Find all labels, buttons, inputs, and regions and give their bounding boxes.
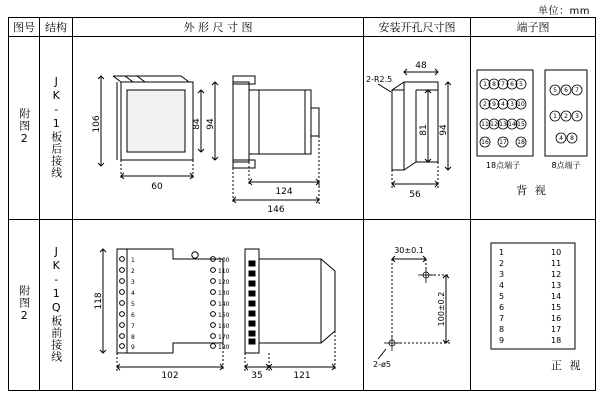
left-terminal-label: 18点端子 (485, 160, 521, 170)
svg-text:160: 160 (218, 322, 230, 330)
svg-text:1: 1 (499, 247, 505, 257)
row2-no (9, 220, 40, 391)
svg-text:3: 3 (131, 278, 135, 286)
row1-structure-label: JK-1板后接线 (49, 74, 63, 179)
svg-text:7: 7 (131, 322, 135, 330)
svg-text:6: 6 (510, 80, 514, 88)
svg-text:2: 2 (499, 258, 505, 268)
svg-text:120: 120 (218, 278, 230, 286)
table-row (9, 36, 596, 219)
svg-text:6: 6 (564, 86, 568, 94)
svg-text:3: 3 (510, 100, 514, 108)
svg-text:13: 13 (551, 280, 562, 290)
svg-text:9: 9 (499, 335, 505, 345)
dim-94b: 94 (439, 123, 449, 136)
dim-94: 94 (206, 117, 216, 130)
row1-no-label: 附图2 (17, 107, 31, 146)
view-label-front: 正 视 (551, 358, 583, 372)
dim-60: 60 (151, 181, 163, 192)
svg-text:17: 17 (499, 138, 507, 146)
svg-text:10: 10 (551, 247, 562, 257)
dim-56: 56 (409, 189, 421, 200)
svg-text:4: 4 (499, 280, 505, 290)
svg-text:5: 5 (131, 300, 135, 308)
svg-text:17: 17 (551, 324, 562, 334)
svg-text:9: 9 (492, 100, 496, 108)
svg-text:140: 140 (218, 300, 230, 308)
table-row (9, 220, 596, 391)
svg-text:13: 13 (499, 120, 507, 128)
dim-84: 84 (192, 117, 202, 130)
dim-35: 35 (251, 370, 263, 381)
svg-text:7: 7 (501, 80, 505, 88)
svg-text:5: 5 (553, 86, 557, 94)
dim-121: 121 (293, 370, 311, 381)
svg-text:8: 8 (570, 134, 574, 142)
svg-text:6: 6 (499, 302, 505, 312)
svg-text:2: 2 (564, 112, 568, 120)
svg-text:18: 18 (551, 335, 562, 345)
svg-text:15: 15 (517, 120, 525, 128)
dim-2-R2.5: 2-R2.5 (366, 74, 393, 84)
dim-146: 146 (267, 204, 285, 215)
svg-text:2: 2 (131, 267, 135, 275)
dim-102: 102 (161, 370, 179, 381)
svg-text:10: 10 (517, 100, 525, 108)
svg-text:1: 1 (553, 112, 557, 120)
svg-text:3: 3 (499, 269, 505, 279)
svg-text:12: 12 (551, 269, 562, 279)
svg-text:4: 4 (131, 289, 135, 297)
svg-text:1: 1 (131, 256, 135, 264)
svg-text:7: 7 (499, 313, 505, 323)
row1-structure (40, 36, 73, 219)
dim-106: 106 (92, 114, 102, 133)
svg-text:100: 100 (218, 256, 230, 264)
row2-hole-drawing (364, 220, 471, 391)
svg-text:110: 110 (218, 267, 230, 275)
row1-no (9, 36, 40, 219)
svg-text:11: 11 (481, 120, 489, 128)
row1-terminal-diagram (471, 36, 596, 219)
svg-text:5: 5 (519, 80, 523, 88)
unit-note: 单位：mm (538, 6, 590, 17)
header-terminal: 端子图 (471, 18, 596, 37)
svg-text:6: 6 (131, 311, 135, 319)
svg-text:11: 11 (551, 258, 562, 268)
svg-text:8: 8 (499, 324, 505, 334)
svg-text:8: 8 (131, 333, 135, 341)
svg-text:130: 130 (218, 289, 230, 297)
svg-text:5: 5 (499, 291, 505, 301)
svg-text:14: 14 (551, 291, 562, 301)
svg-text:9: 9 (131, 343, 135, 351)
row1-outline-drawing (73, 36, 364, 219)
svg-text:8: 8 (492, 80, 496, 88)
svg-text:1: 1 (483, 80, 487, 88)
dim-81: 81 (419, 123, 429, 136)
dim-118: 118 (94, 292, 104, 310)
row2-structure (40, 220, 73, 391)
svg-text:16: 16 (481, 138, 489, 146)
svg-text:12: 12 (490, 120, 498, 128)
dim-124: 124 (275, 186, 293, 197)
dimension-table (8, 17, 596, 391)
svg-text:4: 4 (559, 134, 563, 142)
svg-text:7: 7 (575, 86, 579, 94)
svg-text:16: 16 (551, 313, 562, 323)
dim-2-phi5: 2-ø5 (373, 359, 391, 369)
svg-text:4: 4 (501, 100, 505, 108)
header-structure: 结构 (40, 18, 73, 37)
right-terminal-label: 8点端子 (551, 160, 581, 170)
header-outline: 外 形 尺 寸 图 (73, 18, 364, 37)
header-no: 图号 (9, 18, 40, 37)
svg-text:2: 2 (483, 100, 487, 108)
dim-48: 48 (415, 60, 427, 71)
row1-hole-drawing (364, 36, 471, 219)
svg-text:3: 3 (575, 112, 579, 120)
dim-100: 100±0.2 (437, 291, 446, 326)
table-header-row (9, 18, 596, 37)
view-label-back: 背 视 (516, 183, 548, 197)
dim-30: 30±0.1 (394, 245, 424, 255)
svg-text:14: 14 (508, 120, 516, 128)
row2-no-label: 附图2 (17, 284, 31, 323)
svg-text:15: 15 (551, 302, 562, 312)
header-hole: 安装开孔尺寸图 (364, 18, 471, 37)
row2-structure-label: JK-1Q板前接线 (49, 244, 63, 363)
svg-text:170: 170 (218, 333, 230, 341)
row2-outline-drawing (73, 220, 364, 391)
row2-terminal-diagram (471, 220, 596, 391)
svg-text:150: 150 (218, 311, 230, 319)
svg-text:18: 18 (517, 138, 525, 146)
svg-text:180: 180 (218, 343, 230, 351)
